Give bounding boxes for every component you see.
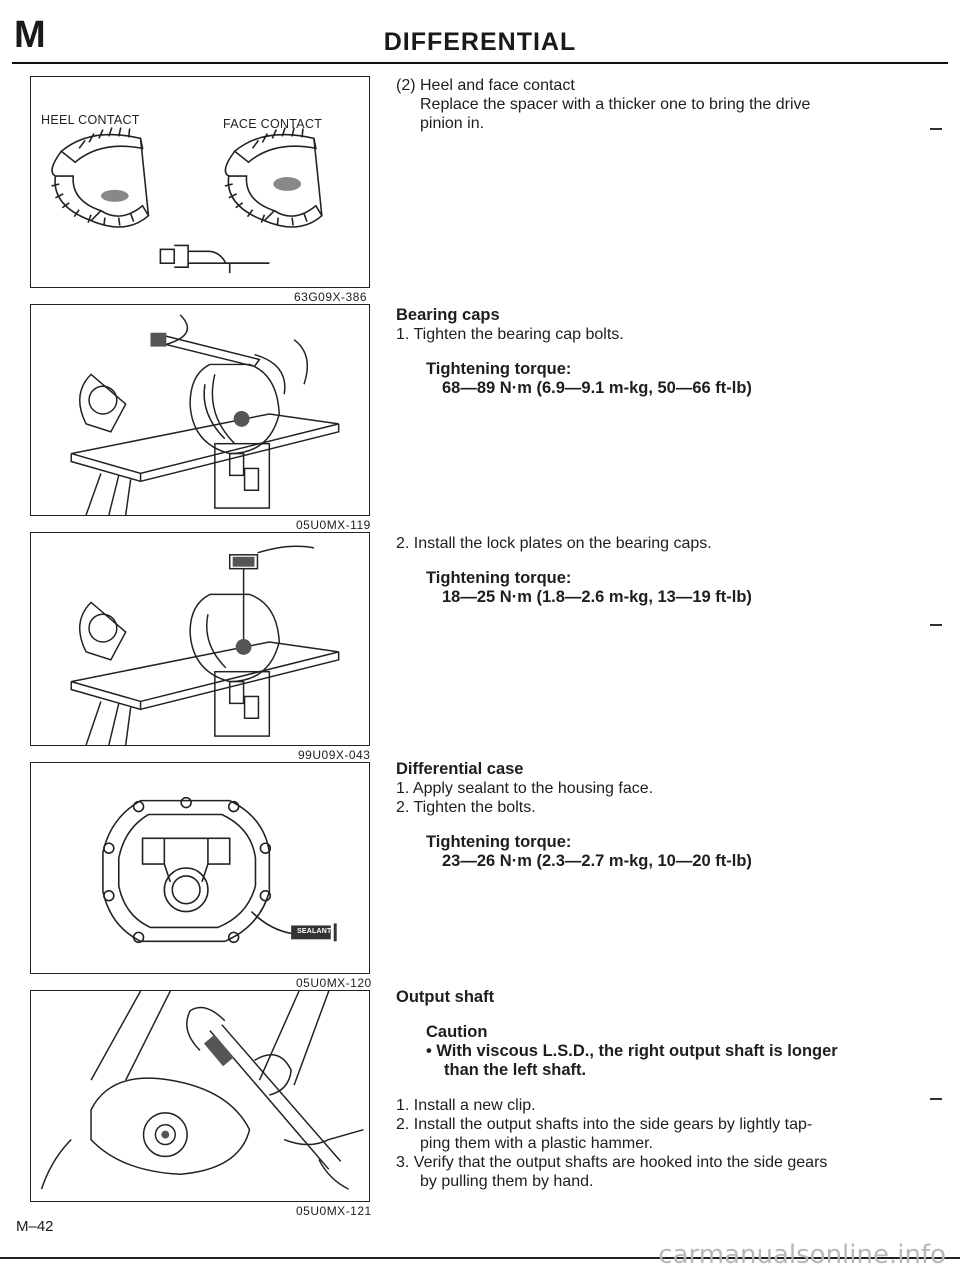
heel-face-line1: Replace the spacer with a thicker one to bring the drive xyxy=(420,96,811,113)
differential-case-illustration xyxy=(31,763,369,973)
heel-contact-label: HEEL CONTACT xyxy=(41,113,140,127)
torque-label: Tightening torque: xyxy=(426,569,572,587)
caution-label: Caution xyxy=(426,1023,488,1041)
heel-face-contact-section xyxy=(396,76,810,133)
sealant-badge: SEALANT xyxy=(297,928,332,935)
figure-heel-face-contact xyxy=(30,76,370,288)
lock-plate-illustration xyxy=(31,533,369,745)
margin-mark xyxy=(930,1098,942,1100)
figure-differential-case xyxy=(30,762,370,974)
page-number: M–42 xyxy=(16,1218,54,1235)
output-shaft-illustration xyxy=(31,991,369,1201)
margin-mark xyxy=(930,624,942,626)
torque-value: 18—25 N·m (1.8—2.6 m-kg, 13—19 ft-lb) xyxy=(442,588,752,606)
page-title: DIFFERENTIAL xyxy=(383,28,577,56)
margin-mark xyxy=(930,128,942,130)
figure-code: 05U0MX-119 xyxy=(296,518,371,532)
gear-contact-illustration xyxy=(31,77,369,287)
output-shaft-section xyxy=(396,988,838,1191)
heel-face-line2: pinion in. xyxy=(420,115,485,132)
output-shaft-step1: 1. Install a new clip. xyxy=(396,1097,536,1114)
differential-case-step1: 1. Apply sealant to the housing face. xyxy=(396,780,654,797)
output-shaft-step2b: ping them with a plastic hammer. xyxy=(420,1135,653,1152)
watermark: carmanualsonline.info xyxy=(658,1240,946,1270)
output-shaft-step2a: 2. Install the output shafts into the side gears by lightly tap- xyxy=(396,1116,813,1133)
output-shaft-heading: Output shaft xyxy=(396,988,495,1006)
figure-code: 99U09X-043 xyxy=(298,748,371,762)
torque-value: 23—26 N·m (2.3—2.7 m-kg, 10—20 ft-lb) xyxy=(442,852,752,870)
figure-code: 63G09X-386 xyxy=(294,290,368,304)
bearing-caps-section xyxy=(396,306,752,398)
figure-bearing-cap-bolts xyxy=(30,304,370,516)
heel-face-title: (2) Heel and face contact xyxy=(396,77,575,94)
lock-plates-step2: 2. Install the lock plates on the bearing caps. xyxy=(396,535,712,552)
caution-bullet-line1: • With viscous L.S.D., the right output shaft is longer xyxy=(426,1042,838,1060)
output-shaft-step3a: 3. Verify that the output shafts are hooked into the side gears xyxy=(396,1154,828,1171)
figure-output-shaft xyxy=(30,990,370,1202)
figure-code: 05U0MX-121 xyxy=(296,1204,372,1218)
differential-case-heading: Differential case xyxy=(396,760,524,778)
torque-value: 68—89 N·m (6.9—9.1 m-kg, 50—66 ft-lb) xyxy=(442,379,752,397)
lock-plates-section xyxy=(396,534,752,607)
torque-label: Tightening torque: xyxy=(426,833,572,851)
differential-case-step2: 2. Tighten the bolts. xyxy=(396,799,536,816)
bearing-caps-step1: 1. Tighten the bearing cap bolts. xyxy=(396,326,624,343)
face-contact-label: FACE CONTACT xyxy=(223,117,323,131)
torque-label: Tightening torque: xyxy=(426,360,572,378)
bearing-caps-heading: Bearing caps xyxy=(396,306,500,324)
output-shaft-step3b: by pulling them by hand. xyxy=(420,1173,594,1190)
differential-case-section xyxy=(396,760,752,871)
bearing-cap-illustration xyxy=(31,305,369,515)
header-divider xyxy=(12,62,948,64)
figure-lock-plates xyxy=(30,532,370,746)
section-letter: M xyxy=(14,14,47,56)
caution-bullet-line2: than the left shaft. xyxy=(444,1061,587,1079)
figure-code: 05U0MX-120 xyxy=(296,976,372,990)
